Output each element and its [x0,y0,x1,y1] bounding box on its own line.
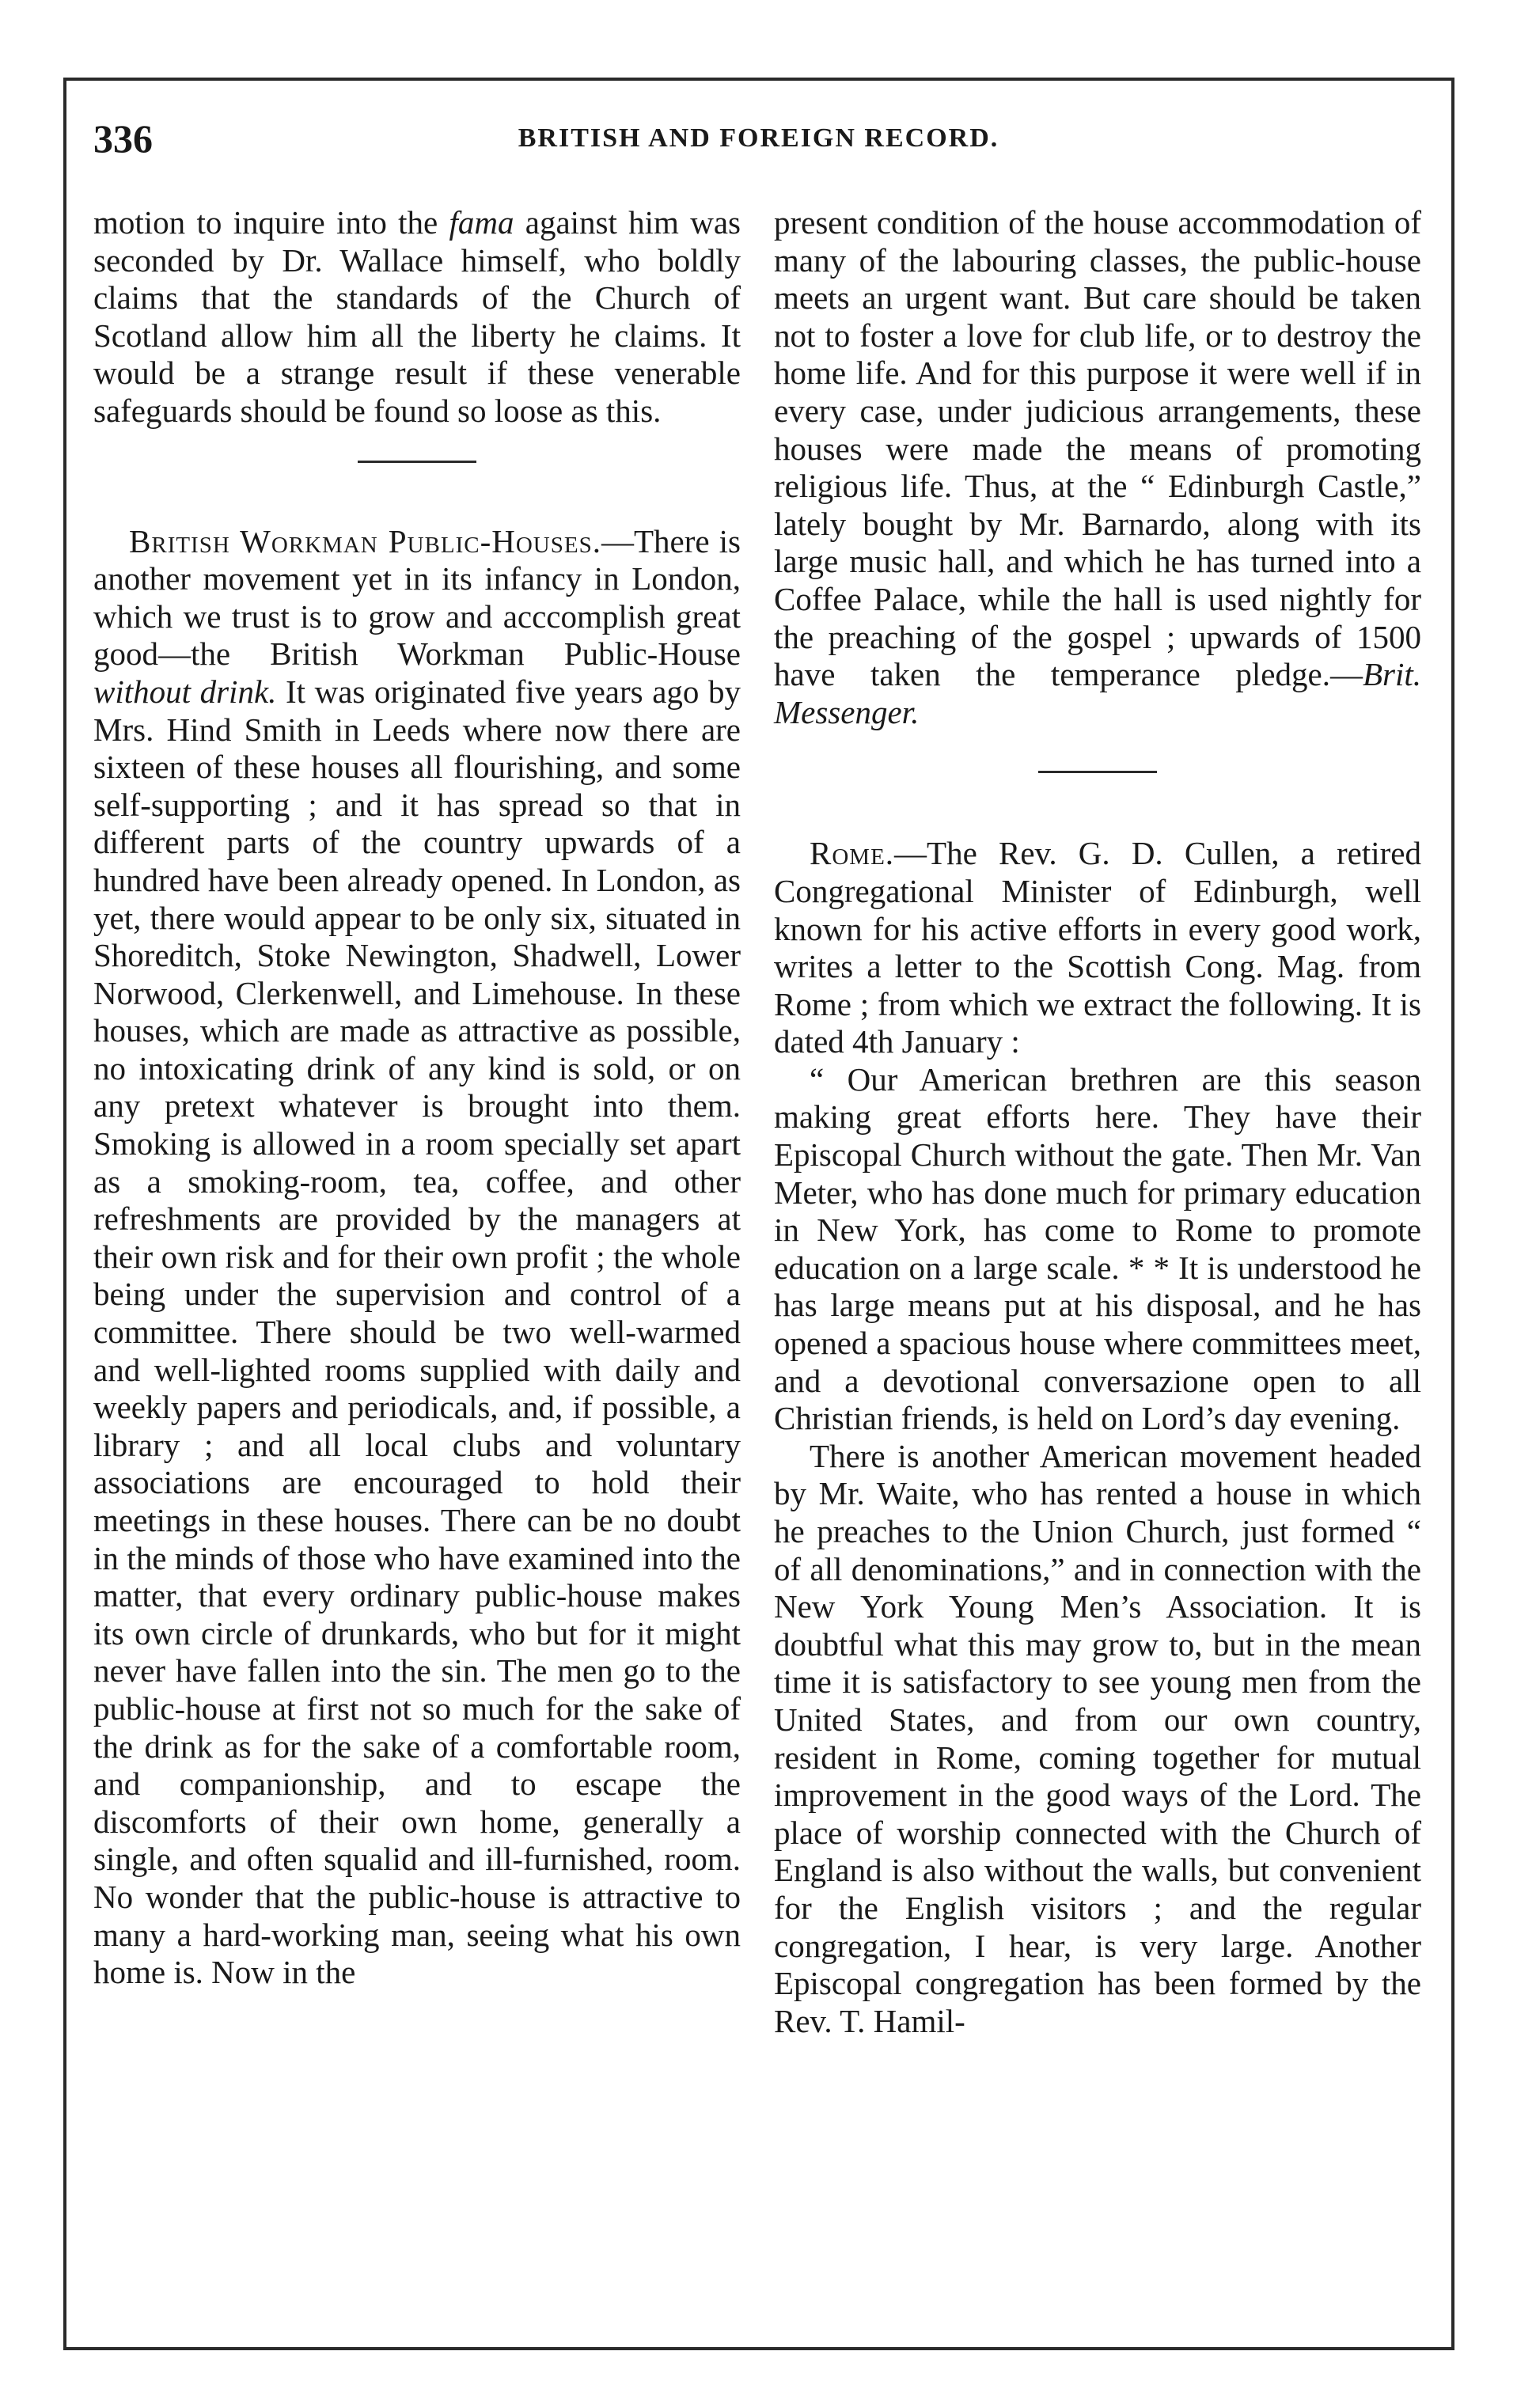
paragraph-house-accommodation [774,204,1421,731]
bottom-rule [63,2347,1454,2350]
section-heading-british-workman: British Workman Public-Houses. [129,522,601,559]
paragraph-fama-start: motion to inquire into the [93,204,449,241]
section-divider [1038,771,1157,773]
page-number: 336 [93,116,153,161]
top-rule [63,78,1454,81]
quote-paragraph-2: There is another American movement headed by Mr. Waite, who has rented a house in which he preaches to the Union Church, just formed “ of all denominations,” and in connection with the New York Young Men’s Association. It is doubtful what this may grow to, but in the mean time it is satisfactory to see young men from the United States, and from our own country, resident in Rome, coming together for mutual improvement in the good ways of the Lord. The place of worship connected with the Church of England is also without the walls, but convenient for the English visitors ; and the regular congregation, I hear, is very large. Another Episcopal congregation has been formed by the Rev. T. Hamil- [774,1437,1421,2039]
fama-word: fama [449,204,514,241]
section-heading-rome: Rome. [810,835,895,872]
house-accommodation-text: present condition of the house accommodation of many of the labouring classes, the public-house meets an urgent want. But care should be taken not to foster a love for club life, or to destroy the home life. And for this purpose it were well if in every case, under judicious arrangements, these houses were made the means of promoting religious life. Thus, at the “ Edinburgh Castle,” lately bought by Mr. Barnardo, along with its large music hall, and which he has turned into a Coffee Palace, while the hall is used nightly for the preaching of the gospel ; upwards of 1500 have taken the temperance pledge.— [774,204,1421,693]
paragraph-fama-rest: against him was seconded by Dr. Wallace himself, who boldly claims that the standards of the Church of Scotland allow him all the liberty he claims. It would be a strange result if these venerable safeguards should be found so loose as this. [93,204,741,429]
without-drink: without drink. [93,673,277,710]
paragraph-british-workman [93,523,741,1992]
quote-paragraph-1: “ Our American brethren are this season making great efforts here. They have their Episcopal Church without the gate. Then Mr. Van Meter, who has done much for primary education in New York, has come to Rome to promote education on a large scale. * * It is understood he has large means put at his disposal, and he has opened a spacious house where committees meet, and a devotional conversazione open to all Christian friends, is held on Lord’s day evening. [774,1060,1421,1437]
running-head: BRITISH AND FOREIGN RECORD. [518,123,999,153]
right-column [774,204,1421,2040]
page-header [93,111,1424,166]
british-workman-text-2: It was originated five years ago by Mrs. Hind Smith in Leeds where now there are sixteen of these houses all flourishing, and some self-supporting ; and it has spread so that in different parts of the country upwards of a hundred have been already opened. In London, as yet, there would appear to be only six, situated in Shoreditch, Stoke Newington, Shadwell, Lower Norwood, Clerkenwell, and Limehouse. In these houses, which are made as attractive as possible, no intoxicating drink of any kind is sold, or on any pretext whatever is brought into them. Smoking is allowed in a room specially set apart as a smoking-room, tea, coffee, and other refreshments are provided by the managers at their own risk and for their own profit ; the whole being under the supervision and control of a committee. There should be two well-warmed and well-lighted rooms supplied with daily and weekly papers and periodicals, and, if possible, a library ; and all local clubs and voluntary associations are encouraged to hold their meetings in these houses. There can be no doubt in the minds of those who have examined into the matter, that every ordinary public-house makes its own circle of drunkards, who but for it might never have fallen into the sin. The men go to the public-house at first not so much for the sake of the drink as for the sake of a comfortable room, and companionship, and to escape the discomforts of their own home, generally a single, and often squalid and ill-furnished, room. No wonder that the public-house is attractive to many a hard-working man, seeing what his own home is. Now in the [93,673,741,1991]
paragraph-fama [93,204,741,430]
source-citation: Brit. Messenger. [774,656,1421,730]
section-heading-dash: — [601,522,634,559]
paragraph-rome [774,835,1421,1061]
british-workman-text-1: There is another movement yet in its infancy in London, which we trust is to grow and acccomplish great good—the British Workman Public-House [93,522,741,673]
section-divider [358,461,476,463]
rome-text: —The Rev. G. D. Cullen, a retired Congregational Minister of Edinburgh, well known for his active efforts in every good work, writes a letter to the Scottish Cong. Mag. from Rome ; from which we extract the following. It is dated 4th January : [774,835,1421,1060]
left-column [93,204,741,1992]
